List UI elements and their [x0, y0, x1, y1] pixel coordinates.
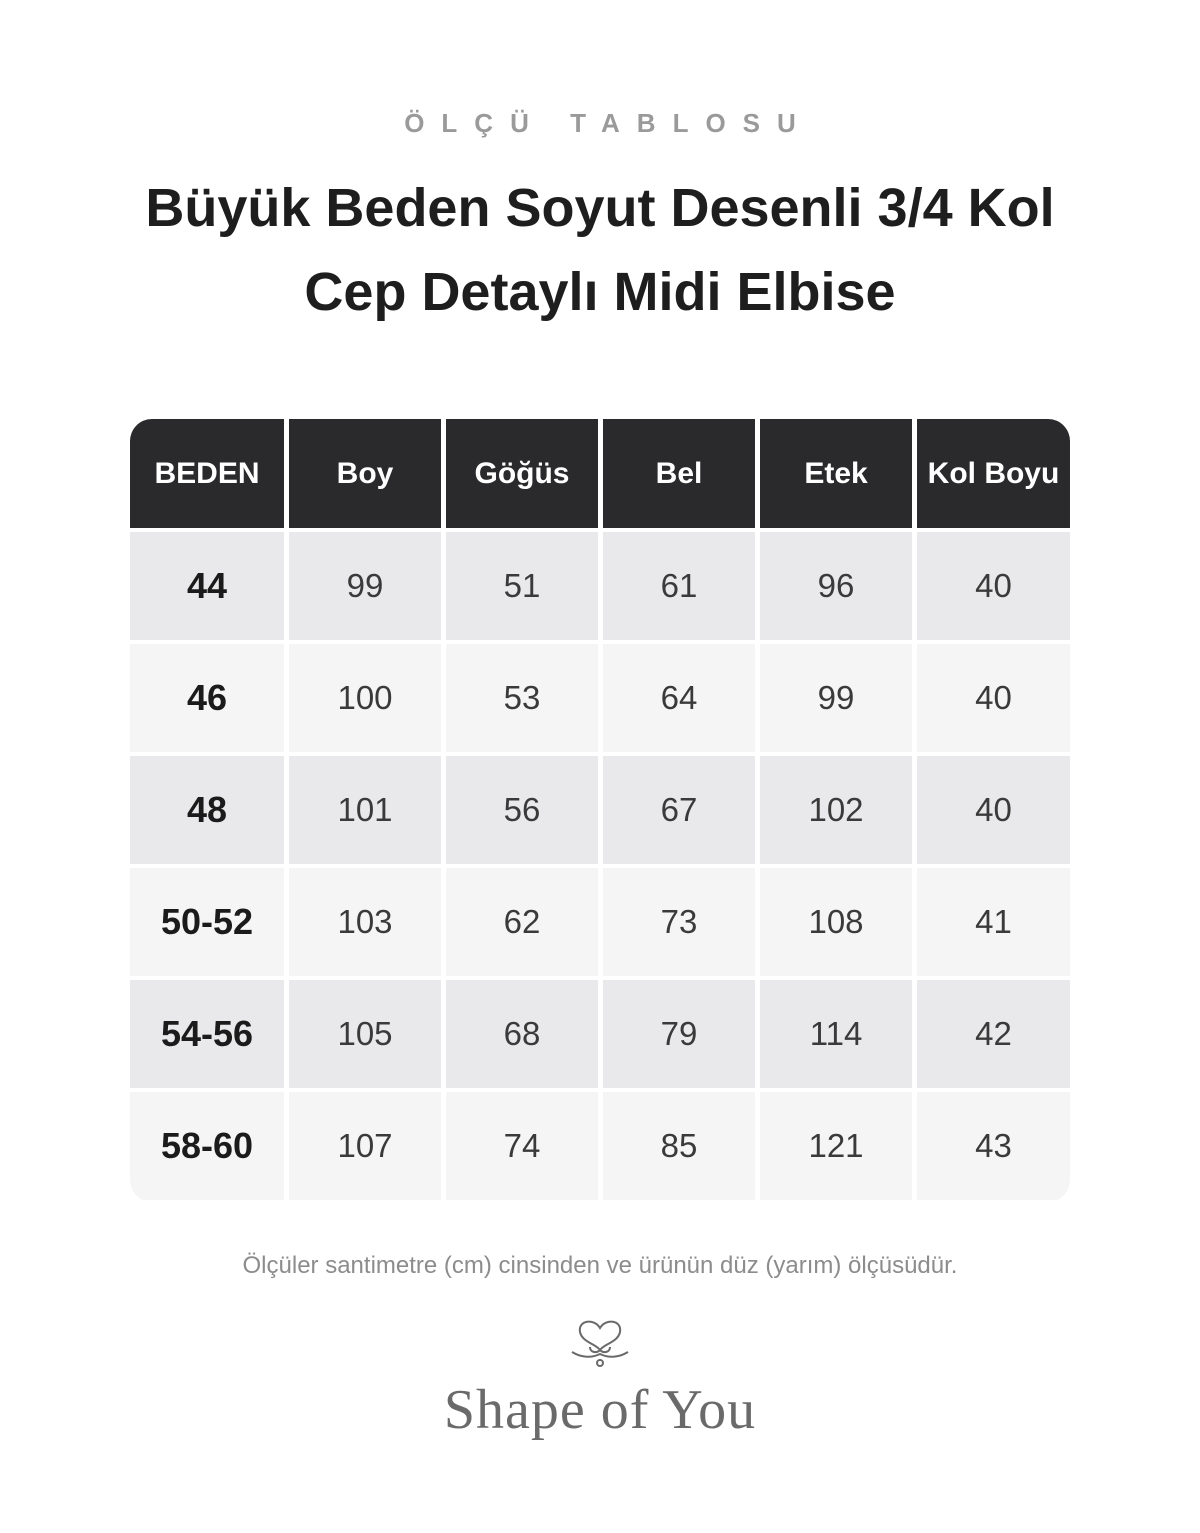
title-line-1: Büyük Beden Soyut Desenli 3/4 Kol	[145, 178, 1055, 238]
table-cell: 105	[289, 980, 441, 1088]
column-header-etek: Etek	[760, 419, 912, 528]
table-cell-size: 50-52	[130, 868, 284, 976]
table-cell: 85	[603, 1092, 755, 1200]
table-cell: 114	[760, 980, 912, 1088]
size-table	[130, 419, 1070, 1202]
table-cell: 99	[289, 532, 441, 640]
table-cell: 73	[603, 868, 755, 976]
table-cell: 62	[446, 868, 598, 976]
table-cell: 68	[446, 980, 598, 1088]
column-header-gogus: Göğüs	[446, 419, 598, 528]
table-cell: 42	[917, 980, 1070, 1088]
table-cell: 102	[760, 756, 912, 864]
table-cell: 67	[603, 756, 755, 864]
column-header-beden: BEDEN	[130, 419, 284, 528]
table-cell-size: 54-56	[130, 980, 284, 1088]
table-cell: 40	[917, 756, 1070, 864]
column-header-boy: Boy	[289, 419, 441, 528]
brand-logo-icon	[568, 1314, 632, 1370]
table-cell: 43	[917, 1092, 1070, 1200]
table-cell: 41	[917, 868, 1070, 976]
table-cell: 99	[760, 644, 912, 752]
table-cell: 74	[446, 1092, 598, 1200]
table-cell: 79	[603, 980, 755, 1088]
table-cell: 53	[446, 644, 598, 752]
table-cell-size: 58-60	[130, 1092, 284, 1200]
measurement-note: Ölçüler santimetre (cm) cinsinden ve ürünün düz (yarım) ölçüsüdür.	[242, 1252, 958, 1279]
table-cell-size: 46	[130, 644, 284, 752]
table-cell: 64	[603, 644, 755, 752]
table-cell-size: 44	[130, 532, 284, 640]
table-cell: 51	[446, 532, 598, 640]
table-cell: 40	[917, 532, 1070, 640]
table-cell: 61	[603, 532, 755, 640]
title-line-2: Cep Detaylı Midi Elbise	[304, 262, 896, 322]
brand-name: Shape of You	[443, 1379, 757, 1441]
table-cell: 108	[760, 868, 912, 976]
table-cell: 101	[289, 756, 441, 864]
table-cell-size: 48	[130, 756, 284, 864]
table-cell: 96	[760, 532, 912, 640]
column-header-bel: Bel	[603, 419, 755, 528]
page-title	[0, 166, 1200, 334]
table-cell: 121	[760, 1092, 912, 1200]
column-header-kol-boyu: Kol Boyu	[917, 419, 1070, 528]
table-cell: 40	[917, 644, 1070, 752]
table-cell: 56	[446, 756, 598, 864]
table-cell: 107	[289, 1092, 441, 1200]
table-cell: 103	[289, 868, 441, 976]
eyebrow-label: ÖLÇÜ TABLOSU	[404, 108, 813, 138]
table-cell: 100	[289, 644, 441, 752]
